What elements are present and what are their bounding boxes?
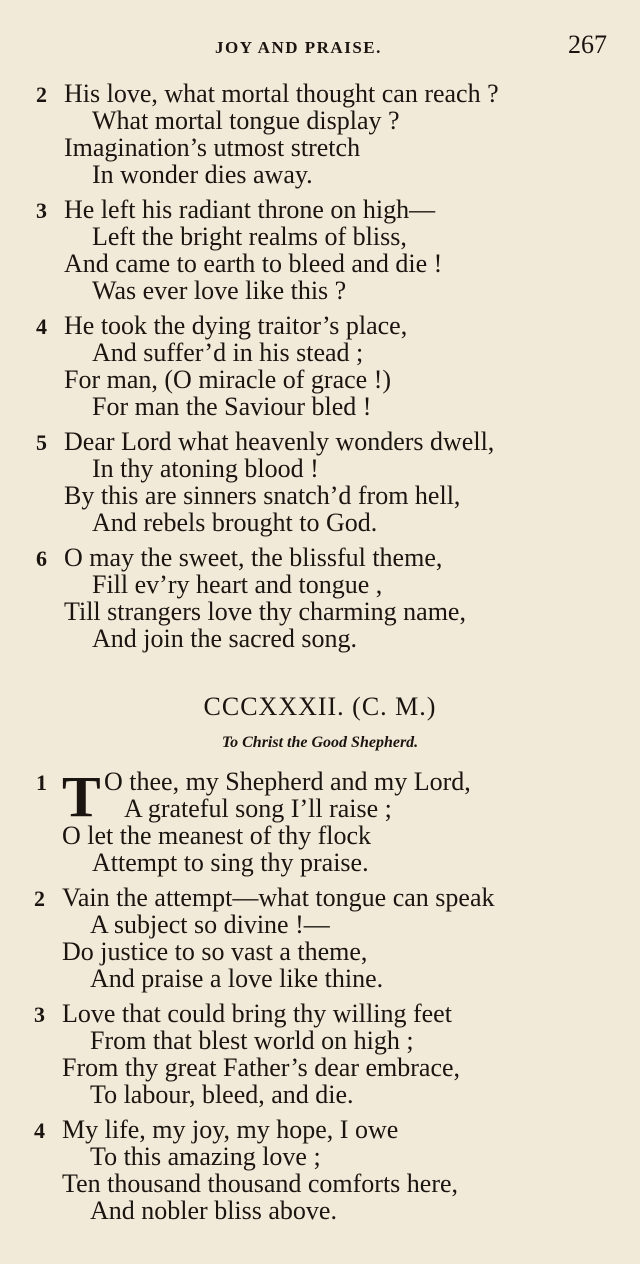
verse-line: For man, (O miracle of grace !) [64,365,392,394]
verse-line: Do justice to so vast a theme, [62,937,368,966]
hymn-title: CCCXXXII. (C. M.) [203,692,437,721]
stanza-number: 6 [36,546,47,571]
verse-line: Vain the attempt—what tongue can speak [62,883,495,912]
verse-line: Love that could bring thy willing feet [62,999,452,1028]
verse-line: Dear Lord what heavenly wonders dwell, [64,427,495,456]
verse-line: In wonder dies away. [92,160,313,189]
verse-line: A subject so divine !— [90,910,330,939]
verse-line: Was ever love like this ? [92,276,347,305]
verse-line: For man the Saviour bled ! [92,392,372,421]
hymn-subtitle: To Christ the Good Shepherd. [221,734,419,751]
stanza-number: 5 [36,430,47,455]
stanza-number: 4 [34,1118,45,1143]
verse-line: To labour, bleed, and die. [90,1080,354,1109]
running-title: JOY AND PRAISE. [215,38,382,57]
verse-line: And rebels brought to God. [92,508,378,537]
page-number: 267 [568,30,607,59]
verse-line: Fill ev’ry heart and tongue , [92,570,383,599]
verse-line: His love, what mortal thought can reach ? [64,79,499,108]
verse-line: O may the sweet, the blissful theme, [64,543,443,572]
stanza-number: 2 [36,82,47,107]
verse-line: And suffer’d in his stead ; [92,338,364,367]
verse-line: From thy great Father’s dear embrace, [62,1053,461,1082]
page-header [0,30,640,64]
verse-line: And nobler bliss above. [90,1196,337,1225]
verse-line: Ten thousand thousand comforts here, [62,1169,459,1198]
verse-line: O thee, my Shepherd and my Lord, [104,767,471,796]
verse-line: A grateful song I’ll raise ; [124,794,392,823]
verse-line: And join the sacred song. [92,624,358,653]
stanza-number: 2 [34,886,45,911]
stanza-number: 3 [34,1002,45,1027]
stanza-number: 3 [36,198,47,223]
verse-line: Attempt to sing thy praise. [92,848,369,877]
verse-line: From that blest world on high ; [90,1026,414,1055]
verse-line: And came to earth to bleed and die ! [64,249,443,278]
verse-line: In thy atoning blood ! [92,454,319,483]
verse-line: He took the dying traitor’s place, [64,311,408,340]
verse-line: Imagination’s utmost stretch [64,133,361,162]
stanza-number: 1 [36,770,47,795]
stanza-number: 4 [36,314,47,339]
verse-line: And praise a love like thine. [90,964,384,993]
verse-line: What mortal tongue display ? [92,106,400,135]
verse-line: Left the bright realms of bliss, [92,222,407,251]
verse-line: He left his radiant throne on high— [64,195,436,224]
verse-line: Till strangers love thy charming name, [64,597,466,626]
drop-cap: T [62,764,101,829]
verse-line: O let the meanest of thy flock [62,821,372,850]
verse-line: My life, my joy, my hope, I owe [62,1115,399,1144]
verse-line: To this amazing love ; [90,1142,321,1171]
verse-line: By this are sinners snatch’d from hell, [64,481,461,510]
